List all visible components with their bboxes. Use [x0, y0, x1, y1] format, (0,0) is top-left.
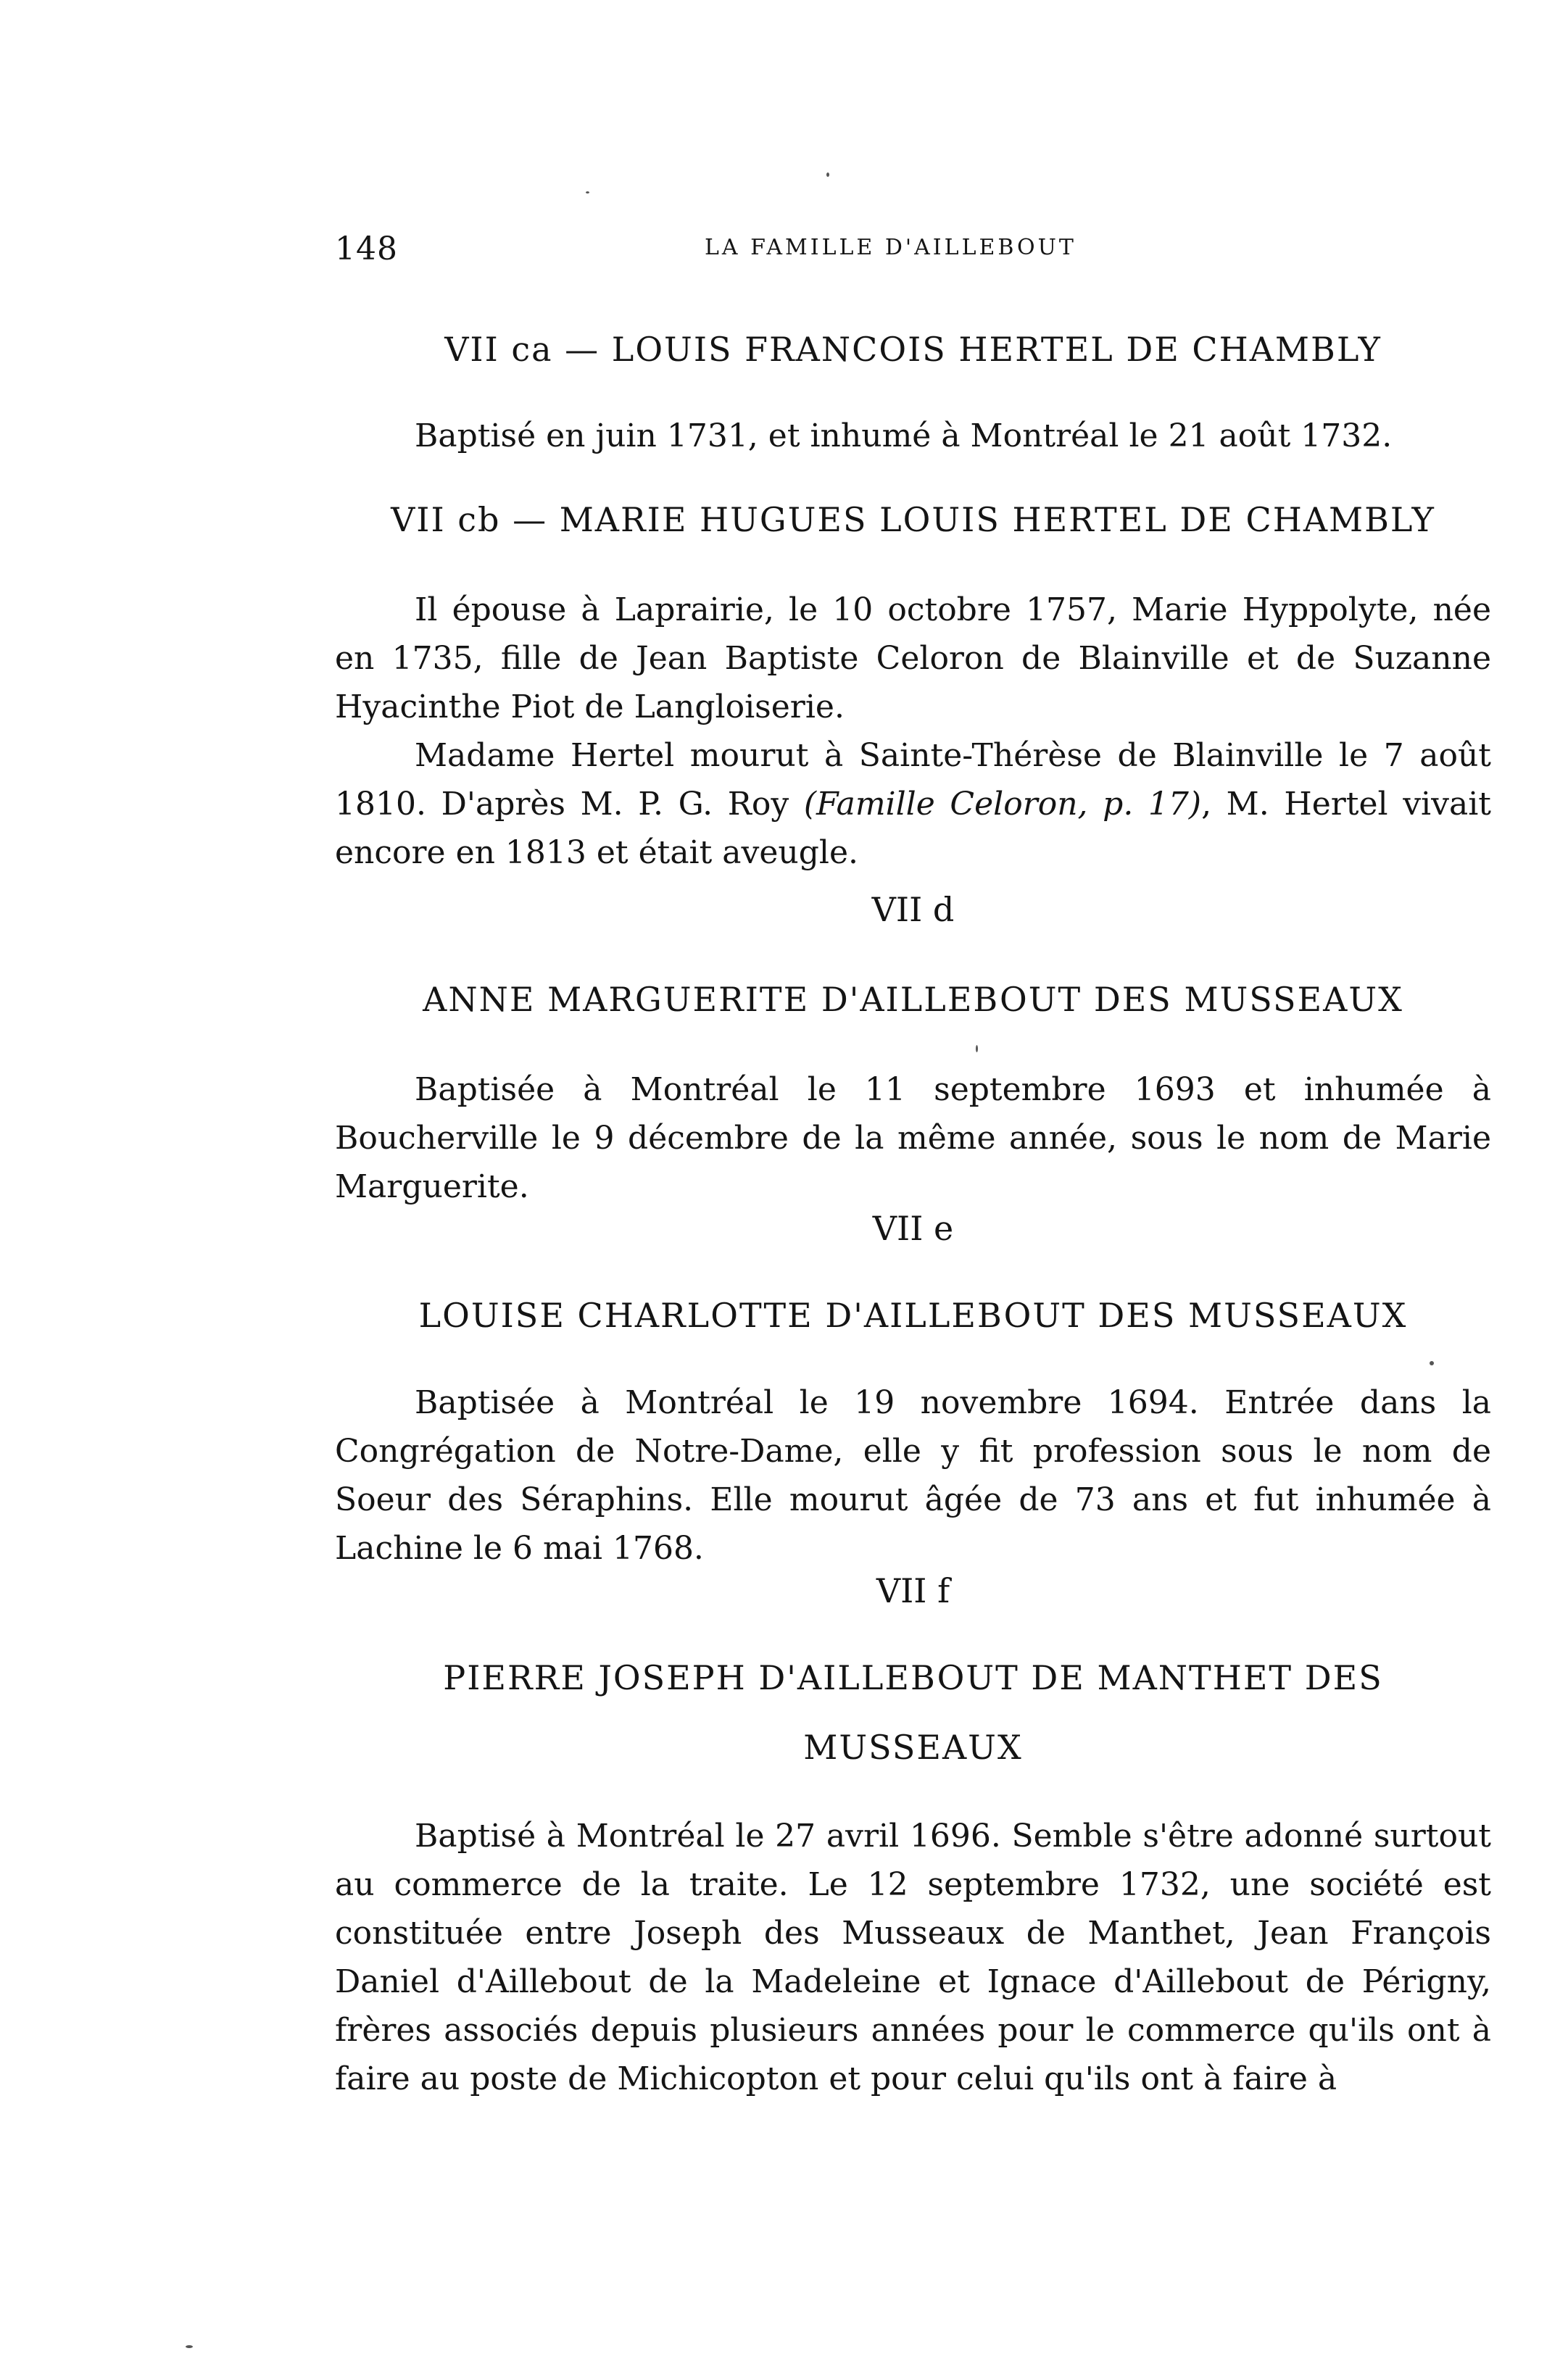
scan-speck — [1430, 1361, 1434, 1365]
generation-label-vii-d: VII d — [871, 890, 955, 929]
running-head — [335, 230, 1495, 274]
scan-speck — [586, 191, 589, 194]
section-heading-vii-e: LOUISE CHARLOTTE D'AILLEBOUT DES MUSSEAUX — [418, 1296, 1408, 1335]
section-heading-vii-f-line1: PIERRE JOSEPH D'AILLEBOUT DE MANTHET DES — [443, 1658, 1383, 1697]
paragraph: Baptisé à Montréal le 27 avril 1696. Semble s'être adonné surtout au commerce de la traite. Le 12 septembre 1732, une société est constituée entre Joseph des Musseaux de Manthet, Jean François Daniel d'Aillebout de la Madeleine et Ignace d'Aillebout de Périgny, frères associés depuis plusieurs années pour le commerce qu'ils ont à faire au poste de Michicopton et pour celui qu'ils ont à faire à — [335, 1818, 1491, 2097]
generation-label-vii-f: VII f — [876, 1571, 950, 1610]
paragraph-text: , M. Hertel vivait encore en 1813 et était aveugle. — [335, 786, 1491, 871]
section-heading-vii-ca: VII ca — LOUIS FRANCOIS HERTEL DE CHAMBLY — [444, 330, 1382, 369]
generation-label-vii-e: VII e — [872, 1209, 954, 1248]
page-number: 148 — [335, 230, 398, 267]
section-heading-vii-f-line2: MUSSEAUX — [803, 1728, 1023, 1767]
paragraph-text: Madame Hertel mourut à Sainte-Thérèse de Blainville le 7 août 1810. D'après M. P. G. Roy — [335, 737, 1491, 823]
section-body-vii-f — [335, 1812, 1491, 2103]
section-body-vii-cb — [335, 586, 1491, 877]
section-body-vii-d — [335, 1065, 1491, 1211]
paragraph: Baptisée à Montréal le 11 septembre 1693 et inhumée à Boucherville le 9 décembre de la même année, sous le nom de Marie Marguerite. — [335, 1071, 1491, 1205]
scan-speck — [826, 172, 829, 177]
section-heading-vii-cb: VII cb — MARIE HUGUES LOUIS HERTEL DE CHAMBLY — [391, 500, 1435, 539]
running-title: LA FAMILLE D'AILLEBOUT — [705, 235, 1077, 260]
section-body-vii-e — [335, 1378, 1491, 1573]
paragraph: Baptisée à Montréal le 19 novembre 1694. Entrée dans la Congrégation de Notre-Dame, elle y fit profession sous le nom de Soeur des Séraphins. Elle mourut âgée de 73 ans et fut inhumée à Lachine le 6 mai 1768. — [335, 1384, 1491, 1567]
section-body-vii-ca — [335, 412, 1491, 460]
scan-speck — [976, 1045, 978, 1052]
citation: (Famille Celoron, p. 17) — [803, 786, 1202, 823]
paragraph: Baptisé en juin 1731, et inhumé à Montréal le 21 août 1732. — [415, 417, 1393, 454]
paragraph — [335, 731, 1491, 877]
section-heading-vii-d: ANNE MARGUERITE D'AILLEBOUT DES MUSSEAUX — [423, 980, 1403, 1019]
paragraph: Il épouse à Laprairie, le 10 octobre 1757, Marie Hyppolyte, née en 1735, fille de Jean Baptiste Celoron de Blainville et de Suzanne Hyacinthe Piot de Langloiserie. — [335, 591, 1491, 725]
scan-speck — [186, 2345, 193, 2348]
